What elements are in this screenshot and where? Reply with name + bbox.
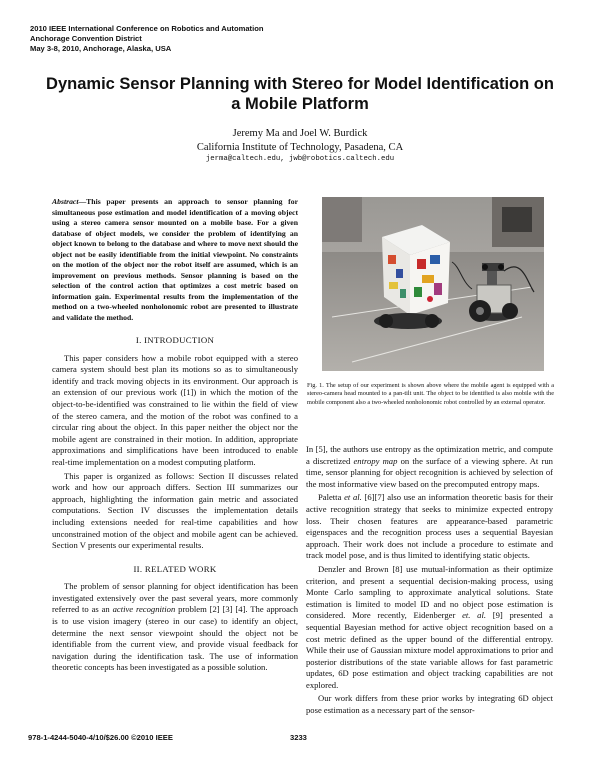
conference-venue: Anchorage Convention District: [30, 34, 142, 43]
related-text-a: The problem of sensor planning for object identification has been investigated extensively over the past several years, more commonly referred to as an: [52, 581, 298, 615]
author-affiliation: California Institute of Technology, Pasadena, CA: [196, 142, 404, 153]
related-paragraph-2: [306, 444, 553, 490]
abstract-text: —This paper presents an approach to sensor planning for simultaneous pose estimation and model identification of a moving object using a stereo camera sensor mounted on a mobile base. For a given database of object models, we consider the problem of identifying an object known to belong to the database and where to move next should the object not be easily identifiable from the initial viewpoint. No constraints on the motion of the object nor the robot itself are assumed, which is an improvement on previous methods. Sensor planning is based on the selection of the control action that optimizes a cost metric based on information gain. Experimental results from the implementation of the method on a two-wheeled nonholonomic robot are presented to illustrate and validate the method.: [52, 197, 298, 322]
abstract: [52, 197, 298, 323]
author-block: [0, 127, 600, 155]
intro-paragraph-1: This paper considers how a mobile robot equipped with a stereo camera system should best plan its motions so as to simultaneously identify and track moving objects in its environment. Our approach is an extension of our previous work ([1]) in which the motion of the object-to-be-identified was constrained to lie within the field of view of the stereo camera, and the motion of the robot was confined to a circular ring about the object. In this paper neither the object nor the mobile agent are constrained in their motion. In addition, appropriate approximations and simplifications have been introduced to enable real-time implementation on a modest computing platform.: [52, 352, 298, 467]
related-text-b: problem [2] [3] [4]. The approach is to use vision imagery (stereo in our case) to identify an object, determine the next sensor viewpoint should the object not be identifiable from the current view, and provide visual feedback for navigation during the identification task. The use of information theoretic concepts has been investigated as a possible solution.: [52, 604, 298, 673]
section-heading-introduction: I. INTRODUCTION: [135, 335, 215, 345]
conference-date: May 3-8, 2010, Anchorage, Alaska, USA: [30, 44, 172, 53]
conference-header: [30, 24, 263, 54]
page-number: 3233: [290, 733, 307, 742]
section-heading-related-work: II. RELATED WORK: [133, 563, 217, 574]
author-names: Jeremy Ma and Joel W. Burdick: [232, 128, 368, 139]
right-p1-text-b: on the surface of a viewing sphere. At run time, sensor planning for object recognition is achieved by selection of the most informative view based on the precomputed entropy maps.: [306, 455, 553, 489]
author-emails: jerma@caltech.edu, jwb@robotics.caltech.edu: [205, 155, 395, 163]
right-p2-text-a: Paletta: [318, 492, 345, 503]
experiment-setup-image: [322, 197, 544, 371]
related-text-em: active recognition: [112, 604, 176, 615]
right-p3-text-a: Denzler and Brown [8] use mutual-information as their optimize criterion, and present a sequential decision-making process, using Monte Carlo sampling to approximate analytical solutions. State estimation is limited to model ID and no object pose estimation is considered. More recently, Eidenberger: [306, 563, 553, 621]
footer-isbn: 978-1-4244-5040-4/10/$26.00 ©2010 IEEE: [28, 733, 173, 742]
right-p3-text-b: [9] presented a sequential Bayesian method for active object recognition based on a cost metric defined as the upper bound of the differential entropy. While their use of Gaussian mixture model approximations to prior and posterior distributions of the state variable allows for fast parametric updates, 6D pose estimation and object tracking capabilities are not explored.: [306, 610, 553, 690]
abstract-label: Abstract: [52, 197, 79, 206]
conference-name: 2010 IEEE International Conference on Robotics and Automation: [30, 24, 264, 33]
right-p2-text-b: [6][7] also use an information theoretic basis for their active recognition strategy that seeks to minimize expected entropy loss. Their chosen features are appearance-based parametric eigenspaces and the recognition process uses a sequential Bayesian approach. Their work does not include a procedure to estimate and track model pose, and is thus limited to identifying static objects.: [306, 492, 553, 561]
right-p2-text-em: et al.: [344, 492, 362, 503]
paper-title: Dynamic Sensor Planning with Stereo for Model Identification on a Mobile Platform: [46, 75, 554, 113]
figure-caption: Fig. 1. The setup of our experiment is shown above where the mobile agent is equipped with a stereo-camera head mounted to a pan-tilt unit. The object to be identified is also mobile with the mobile component also a two-wheeled nonholonomic robot controlled by an external operator.: [307, 382, 554, 406]
right-p1-text-a: In [5], the authors use entropy as the optimization metric, and compute a discretized: [306, 444, 553, 466]
right-column: [306, 444, 553, 719]
related-paragraph-5: Our work differs from these prior works by integrating 6D object pose estimation as a necessary part of the sensor-: [306, 693, 553, 716]
left-column: [52, 197, 298, 676]
intro-paragraph-2: This paper is organized as follows: Section II discusses related work and how our approach differs. Section III summarizes our approach, highlighting the information gain metric and associated computations. Section IV discusses the implementation details including extensions needed for real-time capabilities and how unconstrained motion of the object and mobile agent can be achieved. Section V presents our experimental results.: [52, 470, 298, 551]
related-paragraph-1: [52, 581, 298, 674]
right-p1-text-em: entropy map: [353, 455, 398, 466]
right-p3-text-em: et. al.: [462, 610, 486, 621]
related-paragraph-4: [306, 564, 553, 692]
related-paragraph-3: [306, 492, 553, 562]
figure-photo: [322, 197, 544, 371]
